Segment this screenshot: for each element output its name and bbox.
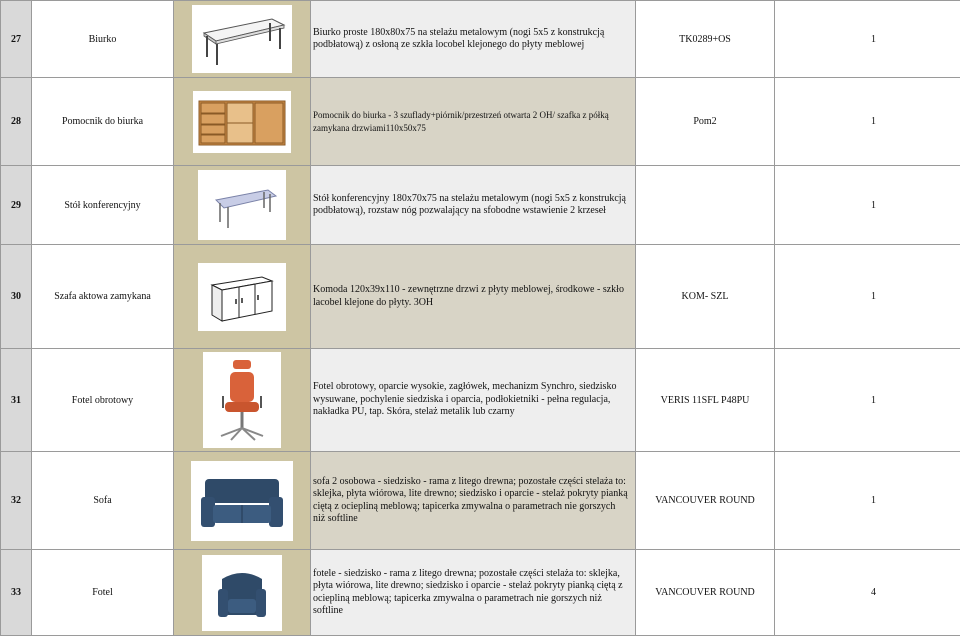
item-quantity: 1 <box>775 245 960 349</box>
item-image-cell <box>174 78 311 166</box>
armchair-image <box>202 555 282 631</box>
item-quantity: 1 <box>775 166 960 245</box>
desk-image <box>192 5 292 73</box>
item-name: Sofa <box>32 452 174 550</box>
row-number: 32 <box>1 452 32 550</box>
item-image-cell <box>174 452 311 550</box>
item-description: sofa 2 osobowa - siedzisko - rama z litego drewna; pozostałe części stelaża to: sklejka, płyta wiórowa, lite drewno; siedzisko i oparcie - stelaż pokryty pianką ciętą z ociepliną meblową; tapicerka zmywalna o parametrach nie gorszych niż softline <box>311 452 636 550</box>
table-row <box>1 245 960 349</box>
table-row <box>1 1 960 78</box>
item-code: VANCOUVER ROUND <box>636 452 775 550</box>
item-image-cell <box>174 166 311 245</box>
item-quantity: 1 <box>775 1 960 78</box>
item-image-cell <box>174 245 311 349</box>
item-image-cell <box>174 1 311 78</box>
table-row <box>1 166 960 245</box>
row-number: 28 <box>1 78 32 166</box>
table-row <box>1 550 960 636</box>
item-description: Komoda 120x39x110 - zewnętrzne drzwi z płyty meblowej, środkowe - szkło lacobel klejone do płyty. 3OH <box>311 245 636 349</box>
cabinet-image <box>198 263 286 331</box>
sofa-image <box>191 461 293 541</box>
item-name: Stół konferencyjny <box>32 166 174 245</box>
item-description: fotele - siedzisko - rama z litego drewna; pozostałe części stelaża to: sklejka, płyta wiórowa, lite drewno; siedzisko i oparcie - stelaż pokryty pianką ciętą z ociepliną meblową; tapicerka zmywalna o parametrach nie gorszych niż softline <box>311 550 636 636</box>
item-code: VERIS 11SFL P48PU <box>636 349 775 452</box>
item-description: Stół konferencyjny 180x70x75 na stelażu metalowym (nogi 5x5 z konstrukcją podbłatową), rozstaw nóg pozwalający na sfobodne wstawienie 2 krzeseł <box>311 166 636 245</box>
table-row <box>1 78 960 166</box>
item-name: Pomocnik do biurka <box>32 78 174 166</box>
item-code: VANCOUVER ROUND <box>636 550 775 636</box>
desk-pedestal-image <box>193 91 291 153</box>
row-number: 27 <box>1 1 32 78</box>
item-code: Pom2 <box>636 78 775 166</box>
row-number: 33 <box>1 550 32 636</box>
conference-table-image <box>198 170 286 240</box>
item-name: Fotel <box>32 550 174 636</box>
item-code <box>636 166 775 245</box>
item-quantity: 1 <box>775 78 960 166</box>
item-quantity: 1 <box>775 452 960 550</box>
item-name: Fotel obrotowy <box>32 349 174 452</box>
item-code: KOM- SZL <box>636 245 775 349</box>
table-row <box>1 452 960 550</box>
item-description: Fotel obrotowy, oparcie wysokie, zagłówek, mechanizm Synchro, siedzisko wysuwane, pochylenie siedziska i oparcia, podłokietniki - pełna regulacja, nakładka PU, tap. Skóra, stelaż metalik lub czarny <box>311 349 636 452</box>
table-row <box>1 349 960 452</box>
item-name: Szafa aktowa zamykana <box>32 245 174 349</box>
row-number: 29 <box>1 166 32 245</box>
row-number: 30 <box>1 245 32 349</box>
item-image-cell <box>174 349 311 452</box>
item-image-cell <box>174 550 311 636</box>
office-chair-image <box>203 352 281 448</box>
item-name: Biurko <box>32 1 174 78</box>
item-description: Pomocnik do biurka - 3 szuflady+piórnik/przestrzeń otwarta 2 OH/ szafka z półką zamykana drzwiami110x50x75 <box>311 78 636 166</box>
item-description: Biurko proste 180x80x75 na stelażu metalowym (nogi 5x5 z konstrukcją podbłatową) z osłoną ze szkła locobel klejonego do płyty meblowej <box>311 1 636 78</box>
item-code: TK0289+OS <box>636 1 775 78</box>
row-number: 31 <box>1 349 32 452</box>
item-quantity: 4 <box>775 550 960 636</box>
item-quantity: 1 <box>775 349 960 452</box>
